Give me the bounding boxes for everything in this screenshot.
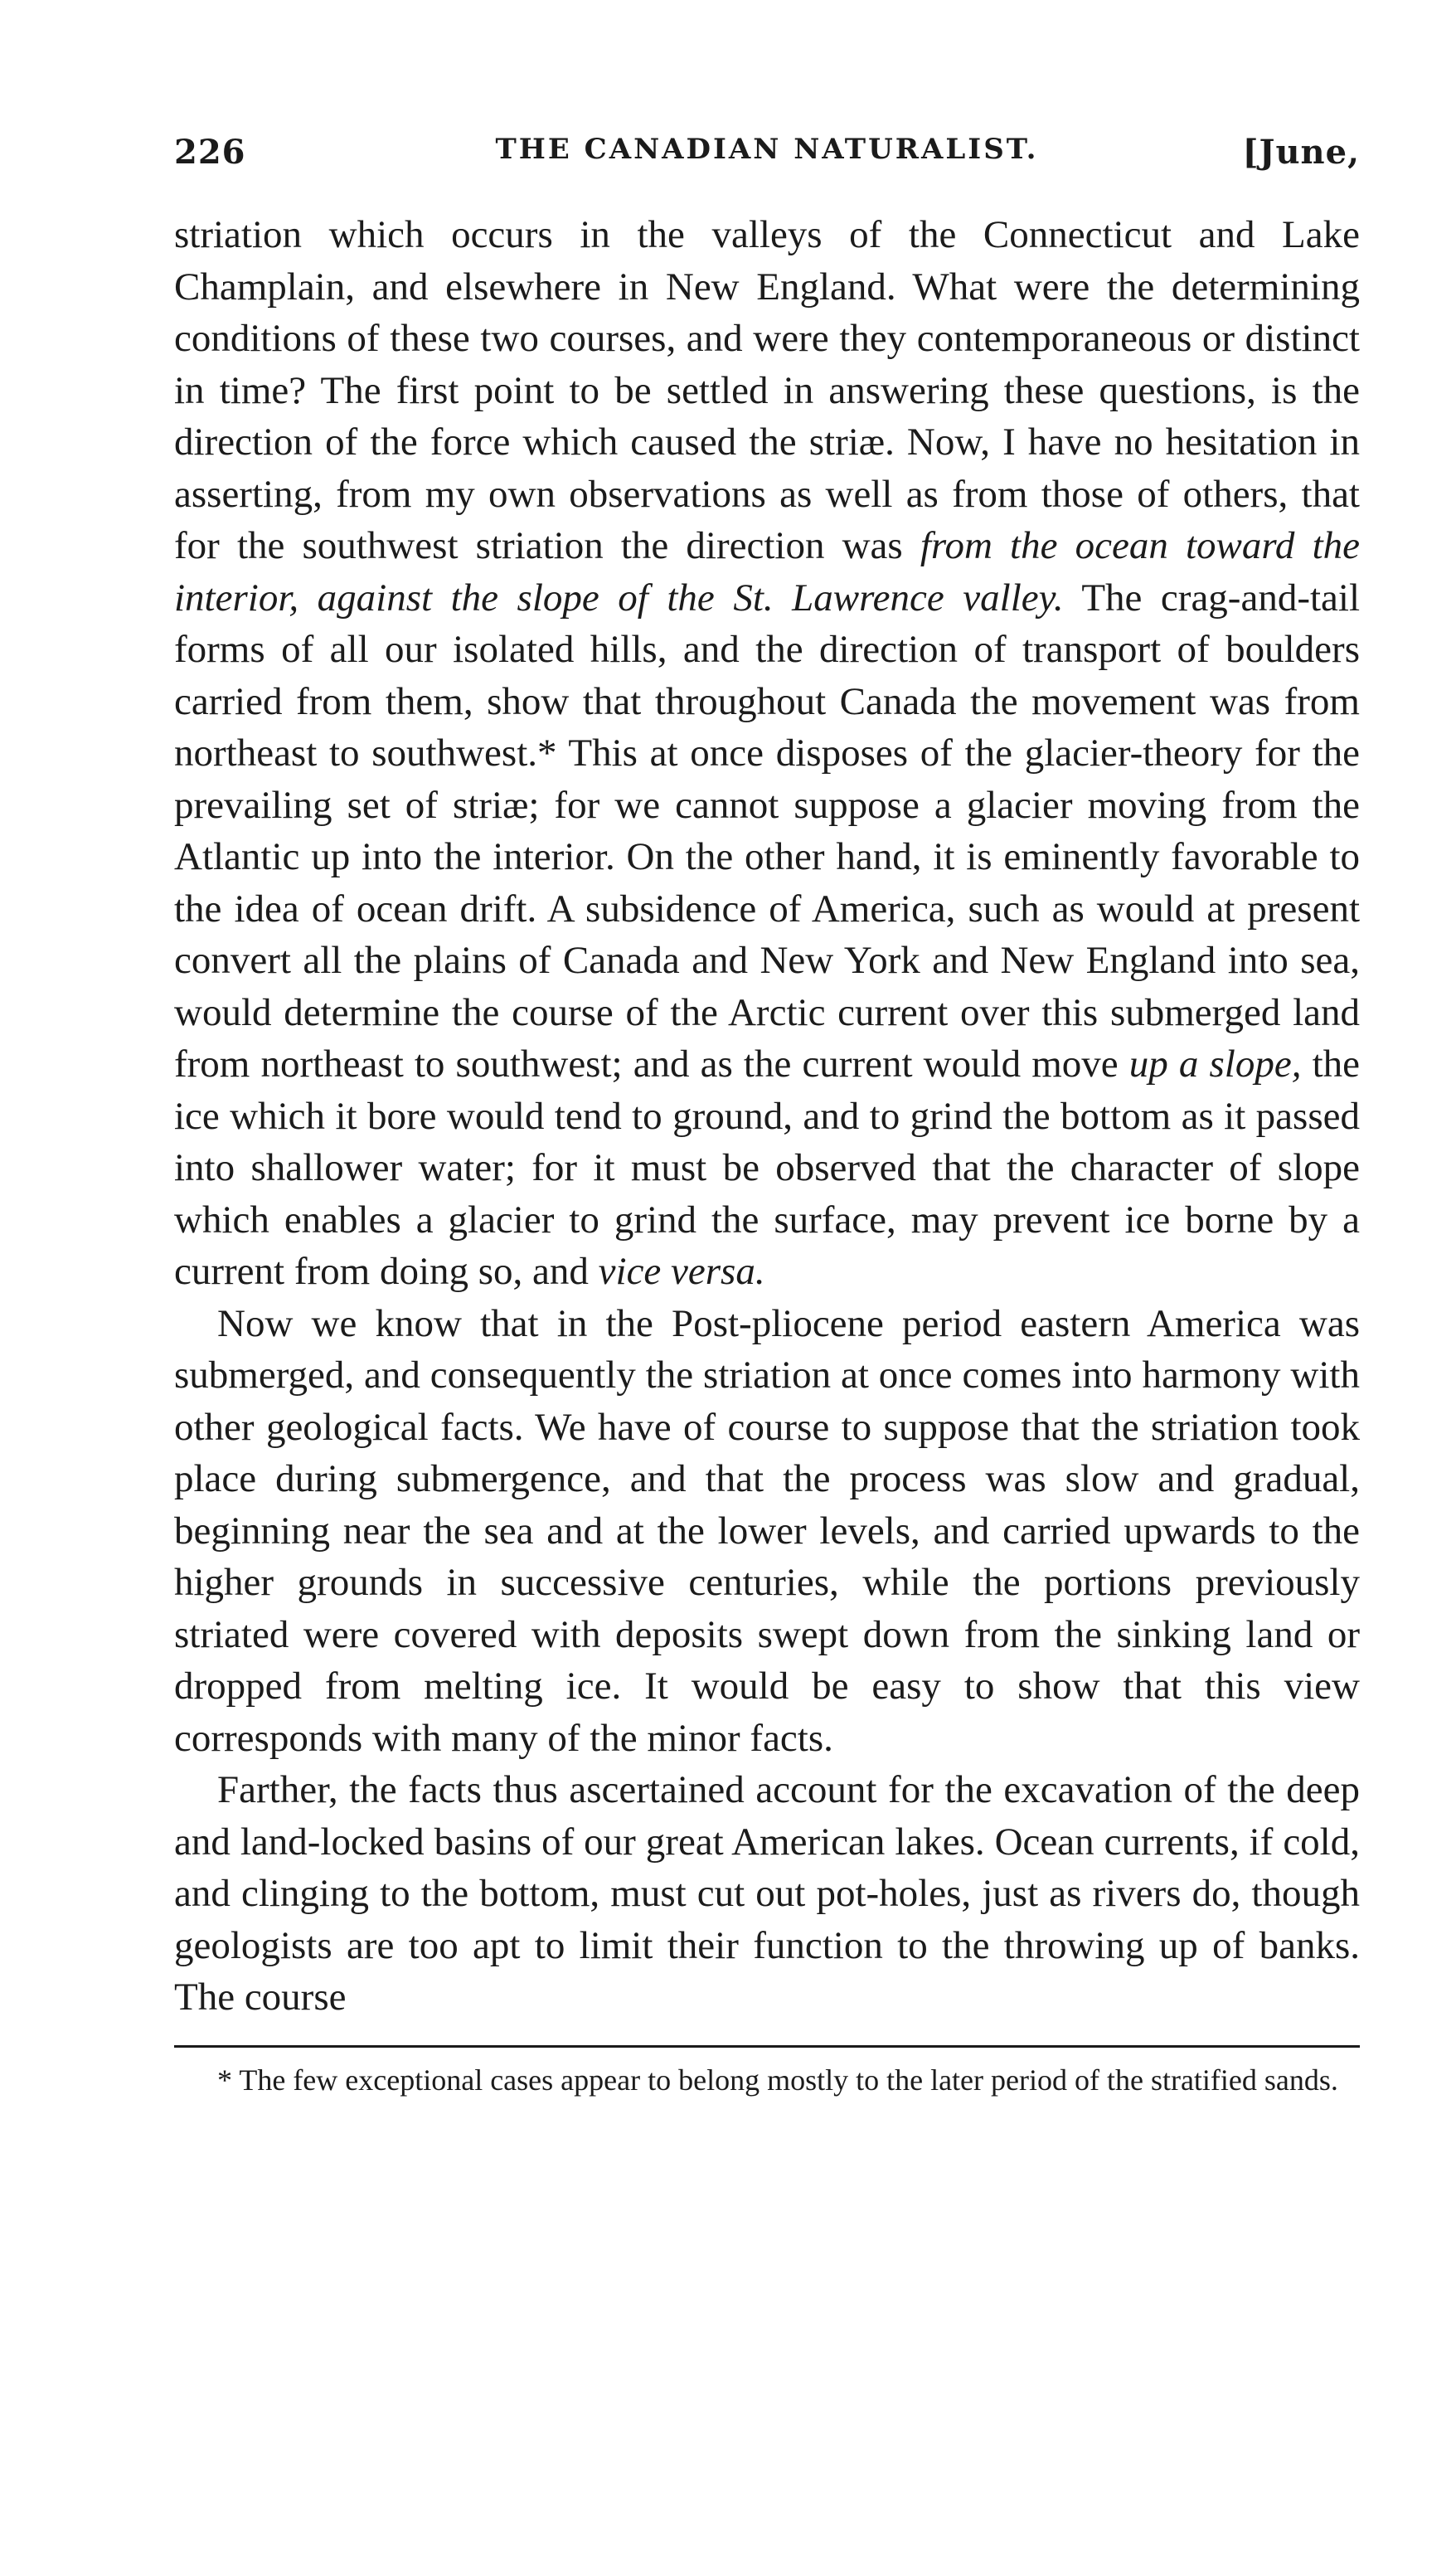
text-run: The crag-and-tail forms of all our isolated hills, and the direction of transport of boulders carried from them, show that throughout Canada the movement was from northeast to southwest.* This at once disposes of the glacier-theory for the prevailing set of striæ; for we cannot suppose a glacier moving from the Atlantic up into the interior. On the other hand, it is eminently favorable to the idea of ocean drift. A subsidence of America, such as would at present convert all the plains of Canada and New York and New England into sea, would determine the course of the Arctic current over this submerged land from northeast to southwest; and as the current would move — [174, 576, 1360, 1086]
footnote: * The few exceptional cases appear to belong mostly to the later period of the stratified sands. — [217, 2063, 1338, 2097]
page-number: 226 — [174, 133, 246, 172]
running-head — [174, 133, 1360, 184]
italic-text: up a slope, — [1128, 1042, 1302, 1086]
italic-text: vice versa. — [598, 1250, 765, 1293]
footnote-rule — [174, 2045, 1360, 2048]
paragraph — [174, 1764, 1360, 2024]
body-text — [174, 209, 1360, 2024]
text-run: the ice which it bore would tend to ground, and to grind the bottom as it passed into shallower water; for it must be observed that the character of slope which enables a glacier to grind the surface, may prevent ice borne by a current from doing so, and — [174, 1042, 1360, 1293]
text-run: Now we know that in the Post-pliocene period eastern America was submerged, and consequently the striation at once comes into harmony with other geological facts. We have of course to suppose that the striation took place during submergence, and that the process was slow and gradual, beginning near the sea and at the lower levels, and carried upwards to the higher grounds in successive centuries, while the portions previously striated were covered with deposits swept down from the sinking land or dropped from melting ice. It would be easy to show that this view corresponds with many of the minor facts. — [174, 1301, 1360, 1760]
text-run: Farther, the facts thus ascertained account for the excavation of the deep and land-locked basins of our great American lakes. Ocean currents, if cold, and clinging to the bottom, must cut out pot-holes, just as rivers do, though geologists are too apt to limit their function to the throwing up of banks. The course — [174, 1768, 1360, 2019]
paragraph-continued — [174, 209, 1360, 1298]
book-page — [174, 133, 1360, 2101]
italic-text: from the ocean toward the interior, against the slope of the St. Lawrence valley. — [174, 524, 1360, 620]
journal-title: THE CANADIAN NATURALIST. — [495, 133, 1039, 166]
paragraph — [174, 1298, 1360, 1765]
date-mark: [June, — [1242, 133, 1360, 172]
text-run: striation which occurs in the valleys of the Connecticut and Lake Champlain, and elsewhere in New England. What were the determining conditions of these two courses, and were they contemporaneous or distinct in time? The first point to be settled in answering these questions, is the direction of the force which caused the striæ. Now, I have no hesitation in asserting, from my own observations as well as from those of others, that for the southwest striation the direction was — [174, 213, 1360, 567]
